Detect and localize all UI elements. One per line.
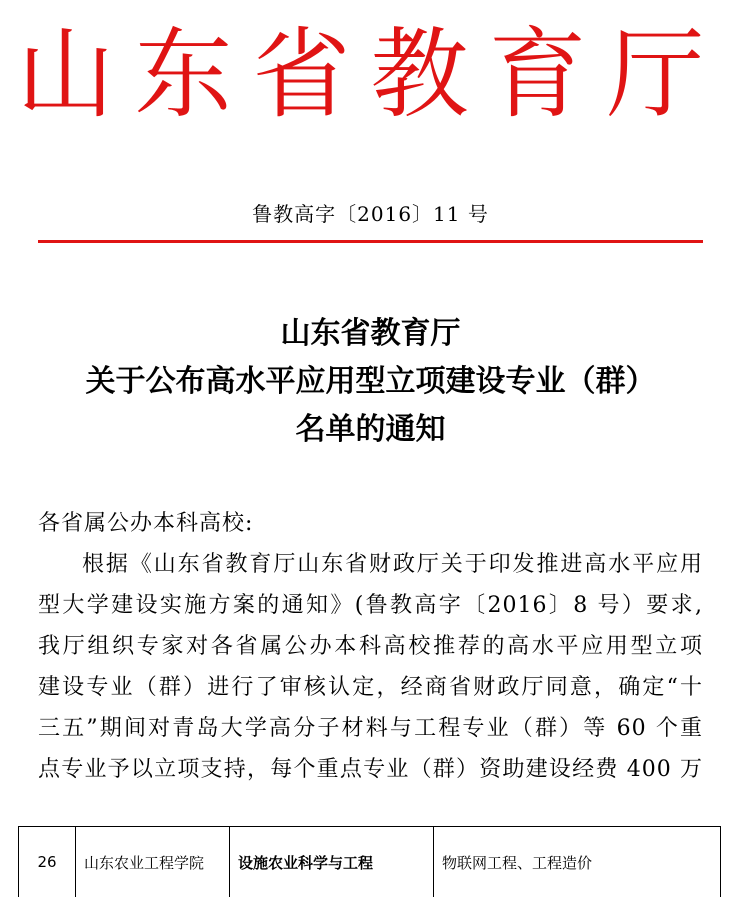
masthead-title: 山东省教育厅 xyxy=(16,18,725,132)
major-cell: 设施农业科学与工程 xyxy=(230,827,434,898)
notice-title xyxy=(0,310,741,454)
title-line-1: 山东省教育厅 xyxy=(280,316,461,351)
title-line-3: 名单的通知 xyxy=(295,412,446,447)
body-line-6: 点专业予以立项支持，每个重点专业（群）资助建设经费 400 万 xyxy=(38,757,703,782)
salutation: 各省属公办本科高校: xyxy=(38,511,254,536)
body-line-1: 根据《山东省教育厅山东省财政厅关于印发推进高水平应用 xyxy=(82,552,703,577)
document-number: 鲁教高字〔2016〕11 号 xyxy=(252,202,489,226)
school-cell: 山东农业工程学院 xyxy=(76,827,230,898)
body-line-4: 建设专业（群）进行了审核认定，经商省财政厅同意，确定“十 xyxy=(38,675,703,700)
body-line-5: 三五”期间对青岛大学高分子材料与工程专业（群）等 60 个重 xyxy=(38,716,703,741)
row-number-cell: 26 xyxy=(19,827,76,898)
body-line-2: 型大学建设实施方案的通知》(鲁教高字〔2016〕8 号）要求, xyxy=(38,593,703,618)
related-majors-cell: 物联网工程、工程造价 xyxy=(434,827,721,898)
project-table xyxy=(18,826,721,897)
body-line-3: 我厅组织专家对各省属公办本科高校推荐的高水平应用型立项 xyxy=(38,634,703,659)
table-row xyxy=(19,827,721,898)
title-line-2: 关于公布高水平应用型立项建设专业（群） xyxy=(85,364,656,399)
red-divider xyxy=(38,240,703,243)
body-paragraph xyxy=(38,544,703,790)
